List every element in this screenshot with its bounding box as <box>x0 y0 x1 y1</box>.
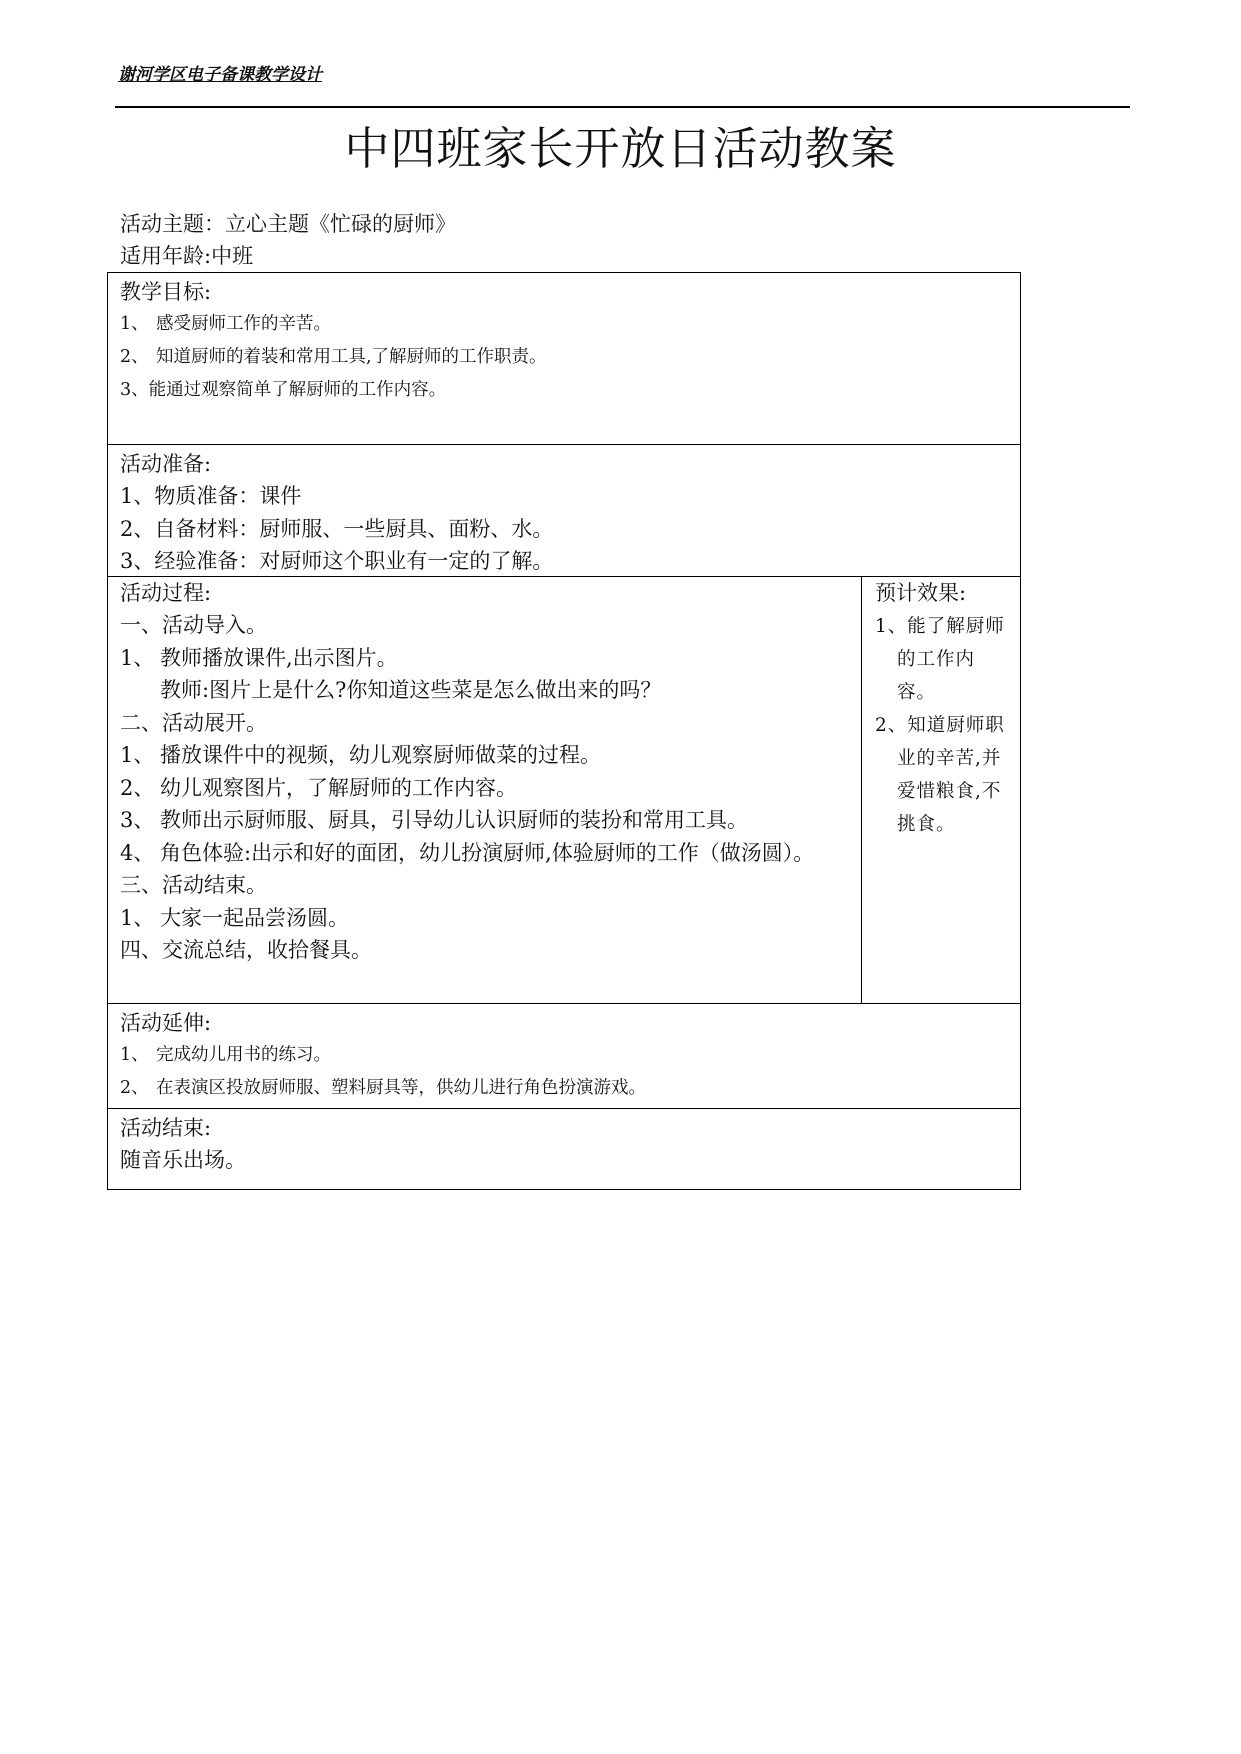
section-heading: 活动延伸: <box>120 1011 212 1035</box>
section-heading: 活动过程: <box>120 581 212 605</box>
list-item: 1、 感受厨师工作的辛苦。 <box>120 314 331 334</box>
expected-effects-column <box>863 577 1019 1003</box>
subsection-title: 一、活动导入。 <box>120 613 267 637</box>
page-title: 中四班家长开放日活动教案 <box>344 122 897 175</box>
list-item: 4、 角色体验:出示和好的面团，幼儿扮演厨师,体验厨师的工作（做汤圆）。 <box>120 840 815 865</box>
list-item: 2、 知道厨师的着装和常用工具,了解厨师的工作职责。 <box>120 347 547 367</box>
process-column <box>108 577 862 1003</box>
activity-theme: 活动主题：立心主题《忙碌的厨师》 <box>120 212 456 236</box>
subsection-title: 二、活动展开。 <box>120 710 267 735</box>
preparation-section <box>107 444 1021 577</box>
column-divider <box>861 577 862 1003</box>
list-item: 1、能了解厨师的工作内容。 <box>875 616 1005 703</box>
list-item: 3、 教师出示厨师服、厨具，引导幼儿认识厨师的装扮和常用工具。 <box>120 808 748 832</box>
section-heading: 教学目标: <box>120 280 212 304</box>
list-item: 2、自备材料：厨师服、一些厨具、面粉、水。 <box>120 516 554 541</box>
list-item: 1、 教师播放课件,出示图片。 <box>120 645 398 670</box>
list-item: 3、经验准备：对厨师这个职业有一定的了解。 <box>120 549 554 573</box>
list-item: 2、知道厨师职业的辛苦,并爱惜粮食,不挑食。 <box>875 715 1005 835</box>
list-item: 2、 在表演区投放厨师服、塑料厨具等，供幼儿进行角色扮演游戏。 <box>120 1078 646 1098</box>
list-item: 1、物质准备：课件 <box>120 484 302 508</box>
section-heading: 预计效果: <box>875 581 967 605</box>
header-text: 谢河学区电子备课教学设计 <box>118 65 322 85</box>
list-item: 1、 播放课件中的视频，幼儿观察厨师做菜的过程。 <box>120 743 601 767</box>
teacher-question: 教师:图片上是什么?你知道这些菜是怎么做出来的吗？ <box>160 678 662 702</box>
applicable-age: 适用年龄:中班 <box>120 244 254 268</box>
extension-section <box>107 1003 1021 1109</box>
header-rule <box>115 106 1130 108</box>
list-item: 2、 幼儿观察图片，了解厨师的工作内容。 <box>120 775 517 800</box>
section-heading: 活动结束: <box>120 1116 212 1140</box>
subsection-title: 三、活动结束。 <box>120 873 267 897</box>
list-item: 1、 完成幼儿用书的练习。 <box>120 1045 331 1065</box>
list-item: 3、能通过观察简单了解厨师的工作内容。 <box>120 380 447 400</box>
ending-text: 随音乐出场。 <box>120 1148 246 1172</box>
subsection-title: 四、交流总结，收拾餐具。 <box>120 938 372 962</box>
section-heading: 活动准备: <box>120 452 212 476</box>
list-item: 1、 大家一起品尝汤圆。 <box>120 905 349 930</box>
ending-section <box>107 1108 1021 1190</box>
teaching-goals-section <box>107 272 1021 445</box>
process-section <box>107 576 1021 1004</box>
